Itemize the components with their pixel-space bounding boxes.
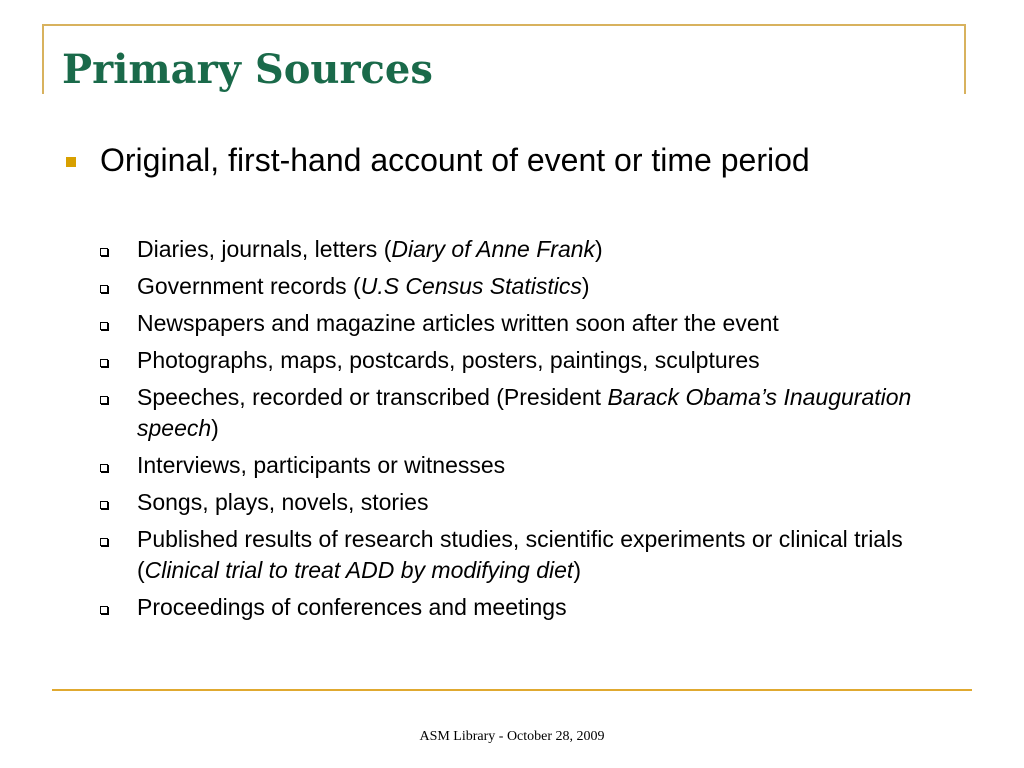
filled-square-bullet-icon	[66, 157, 76, 167]
item-text: Diaries, journals, letters (	[137, 236, 392, 262]
frame-top-rule	[42, 24, 966, 26]
hollow-square-bullet-icon	[100, 538, 108, 546]
hollow-square-bullet-icon	[100, 396, 108, 404]
item-after: )	[211, 415, 219, 441]
item-text: Songs, plays, novels, stories	[137, 489, 429, 515]
item-italic: Diary of Anne Frank	[391, 236, 596, 262]
list-item	[96, 345, 956, 376]
item-after: )	[581, 273, 590, 299]
item-after: )	[595, 236, 603, 262]
list-item	[96, 308, 956, 339]
examples-list	[96, 234, 956, 629]
list-item	[96, 234, 956, 265]
hollow-square-bullet-icon	[100, 606, 108, 614]
hollow-square-bullet-icon	[100, 248, 108, 256]
hollow-square-bullet-icon	[100, 359, 108, 367]
item-text: Government records (	[137, 273, 361, 299]
item-italic: Barack Obama’s Inauguration speech	[137, 384, 912, 441]
main-point-text: Original, first-hand account of event or time period	[100, 142, 810, 178]
hollow-square-bullet-icon	[100, 501, 108, 509]
list-item	[96, 487, 956, 518]
item-text: Interviews, participants or witnesses	[137, 452, 506, 478]
item-text: Photographs, maps, postcards, posters, paintings, sculptures	[137, 347, 760, 373]
slide-footer: ASM Library - October 28, 2009	[419, 729, 605, 744]
slide-title: Primary Sources	[62, 46, 433, 93]
item-italic: Clinical trial to treat ADD by modifying diet	[144, 557, 574, 583]
item-text: Proceedings of conferences and meetings	[137, 594, 567, 620]
list-item	[96, 524, 956, 586]
item-after: )	[573, 557, 581, 583]
hollow-square-bullet-icon	[100, 322, 108, 330]
item-text: Published results of research studies, scientific experiments or clinical trials (	[137, 526, 903, 583]
frame-left-rule	[42, 24, 44, 94]
hollow-square-bullet-icon	[100, 464, 108, 472]
item-text: Speeches, recorded or transcribed (President	[137, 384, 608, 410]
item-text: Newspapers and magazine articles written soon after the event	[137, 310, 779, 336]
list-item	[96, 271, 956, 302]
list-item	[96, 450, 956, 481]
bottom-rule	[52, 689, 972, 691]
item-italic: U.S Census Statistics	[360, 273, 582, 299]
frame-right-rule	[964, 24, 966, 94]
hollow-square-bullet-icon	[100, 285, 108, 293]
list-item	[96, 382, 956, 444]
list-item	[96, 592, 956, 623]
